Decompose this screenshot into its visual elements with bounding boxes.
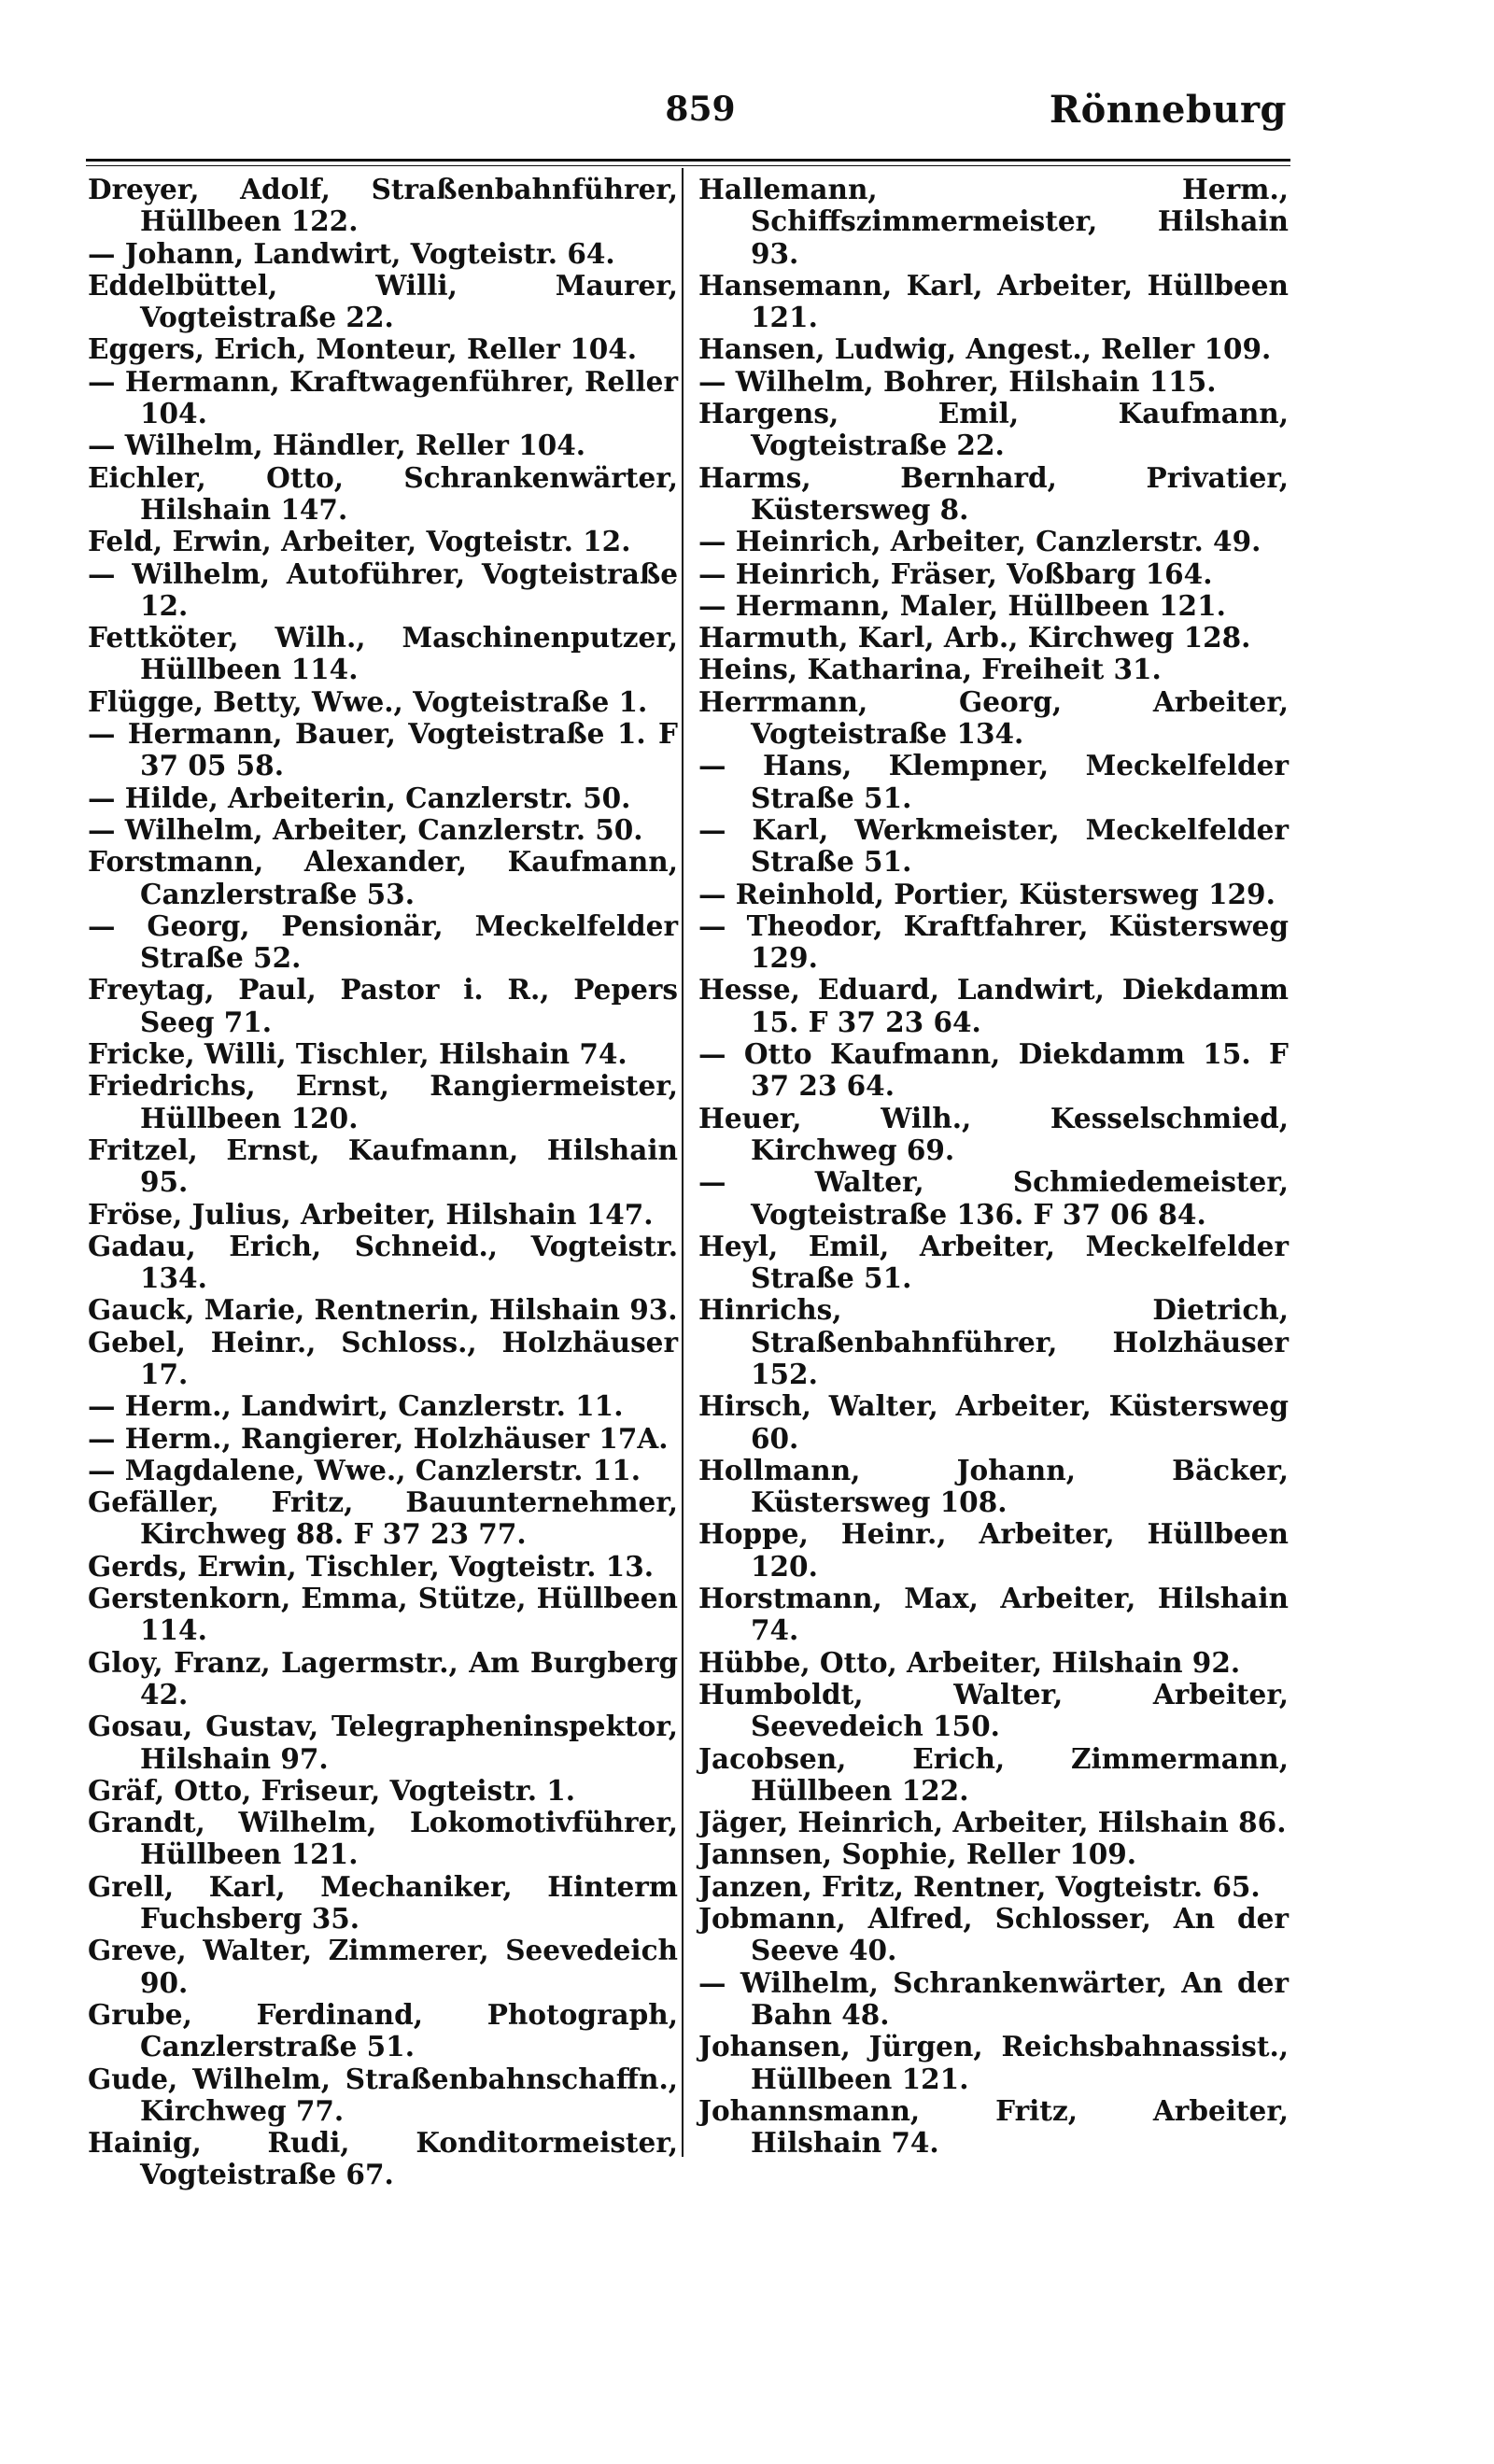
directory-entry: Eddelbüttel, Willi, Maurer, Vogteistraße 22. <box>88 268 678 334</box>
directory-entry: Hargens, Emil, Kaufmann, Vogteistraße 22. <box>698 397 1289 462</box>
directory-entry: Hansen, Ludwig, Angest., Reller 109. <box>698 332 1272 366</box>
directory-entry: — Walter, Schmiedemeister, Vogteistraße 136. F 37 06 84. <box>698 1165 1289 1231</box>
directory-entry: Gebel, Heinr., Schloss., Holzhäuser 17. <box>88 1325 678 1390</box>
directory-entry: Janzen, Fritz, Rentner, Vogteistr. 65. <box>698 1869 1261 1903</box>
directory-entry: Johannsmann, Fritz, Arbeiter, Hilshain 74. <box>698 2093 1289 2160</box>
directory-entry: Friedrichs, Ernst, Rangiermeister, Hüllbeen 120. <box>88 1069 678 1134</box>
directory-entry: — Hermann, Bauer, Vogteistraße 1. F 37 05 58. <box>88 717 678 782</box>
directory-entry: Eggers, Erich, Monteur, Reller 104. <box>88 332 638 366</box>
directory-entry: Gräf, Otto, Friseur, Vogteistr. 1. <box>88 1773 576 1807</box>
directory-entry: — Wilhelm, Bohrer, Hilshain 115. <box>698 364 1217 398</box>
directory-entry: Grandt, Wilhelm, Lokomotivführer, Hüllbeen 121. <box>88 1806 678 1871</box>
directory-entry: Gauck, Marie, Rentnerin, Hilshain 93. <box>88 1293 678 1327</box>
directory-entry: Heyl, Emil, Arbeiter, Meckelfelder Straße 51. <box>698 1229 1289 1295</box>
directory-entry: — Wilhelm, Schrankenwärter, An der Bahn 48. <box>698 1965 1289 2031</box>
directory-entry: Grell, Karl, Mechaniker, Hinterm Fuchsberg 35. <box>88 1869 678 1936</box>
directory-entry: Humboldt, Walter, Arbeiter, Seevedeich 150. <box>698 1677 1289 1743</box>
directory-entry: Fröse, Julius, Arbeiter, Hilshain 147. <box>88 1197 654 1231</box>
directory-entry: Hansemann, Karl, Arbeiter, Hüllbeen 121. <box>698 268 1289 334</box>
running-head: Rönneburg <box>1049 88 1287 132</box>
directory-entry: — Heinrich, Arbeiter, Canzlerstr. 49. <box>698 525 1261 558</box>
directory-entry: Eichler, Otto, Schrankenwärter, Hilshain 147. <box>88 460 678 526</box>
directory-entry: Heins, Katharina, Freiheit 31. <box>698 653 1162 686</box>
directory-entry: Feld, Erwin, Arbeiter, Vogteistr. 12. <box>88 525 631 558</box>
directory-entry: Dreyer, Adolf, Straßenbahnführer, Hüllbeen 122. <box>88 173 678 238</box>
directory-entry: — Hermann, Maler, Hüllbeen 121. <box>698 588 1226 622</box>
directory-entry: Horstmann, Max, Arbeiter, Hilshain 74. <box>698 1582 1289 1647</box>
directory-entry: Greve, Walter, Zimmerer, Seevedeich 90. <box>88 1934 678 1999</box>
left-column <box>88 174 678 2191</box>
directory-entry: Johansen, Jürgen, Reichsbahnassist., Hüllbeen 121. <box>698 2030 1289 2095</box>
page-number: 859 <box>665 90 736 129</box>
directory-entry: Gefäller, Fritz, Bauunternehmer, Kirchweg 88. F 37 23 77. <box>88 1485 678 1551</box>
directory-entry: — Herm., Rangierer, Holzhäuser 17A. <box>88 1421 669 1455</box>
directory-entry: Fricke, Willi, Tischler, Hilshain 74. <box>88 1037 627 1071</box>
directory-entry: Gude, Wilhelm, Straßenbahnschaffn., Kirchweg 77. <box>88 2062 678 2127</box>
directory-entry: Hainig, Rudi, Konditormeister, Vogteistraße 67. <box>88 2126 678 2191</box>
directory-entry: — Heinrich, Fräser, Voßbarg 164. <box>698 556 1213 590</box>
column-divider <box>682 168 684 2157</box>
directory-entry: — Herm., Landwirt, Canzlerstr. 11. <box>88 1389 624 1423</box>
directory-entry: — Hermann, Kraftwagenführer, Reller 104. <box>88 364 678 430</box>
directory-entry: Hirsch, Walter, Arbeiter, Küstersweg 60. <box>698 1389 1289 1455</box>
directory-entry: Jobmann, Alfred, Schlosser, An der Seeve 40. <box>698 1902 1289 1967</box>
directory-entry: — Georg, Pensionär, Meckelfelder Straße 52. <box>88 908 678 975</box>
directory-entry: — Otto Kaufmann, Diekdamm 15. F 37 23 64. <box>698 1037 1289 1103</box>
directory-entry: Gerds, Erwin, Tischler, Vogteistr. 13. <box>88 1549 655 1583</box>
directory-entry: Grube, Ferdinand, Photograph, Canzlerstraße 51. <box>88 1997 678 2063</box>
directory-entry: Hollmann, Johann, Bäcker, Küstersweg 108. <box>698 1453 1289 1519</box>
directory-entry: Jäger, Heinrich, Arbeiter, Hilshain 86. <box>698 1806 1287 1839</box>
directory-entry: Fritzel, Ernst, Kaufmann, Hilshain 95. <box>88 1133 678 1199</box>
directory-entry: Gadau, Erich, Schneid., Vogteistr. 134. <box>88 1229 678 1295</box>
header-rule <box>86 159 1290 166</box>
directory-entry: Harmuth, Karl, Arb., Kirchweg 128. <box>698 621 1251 655</box>
directory-entry: Gosau, Gustav, Telegrapheninspektor, Hilshain 97. <box>88 1710 678 1775</box>
directory-entry: Flügge, Betty, Wwe., Vogteistraße 1. <box>88 684 648 718</box>
directory-entry: Jannsen, Sophie, Reller 109. <box>698 1837 1137 1871</box>
directory-entry: Gloy, Franz, Lagermstr., Am Burgberg 42. <box>88 1645 678 1711</box>
directory-entry: Jacobsen, Erich, Zimmermann, Hüllbeen 122. <box>698 1741 1289 1807</box>
directory-entry: — Magdalene, Wwe., Canzlerstr. 11. <box>88 1453 641 1486</box>
directory-entry: — Karl, Werkmeister, Meckelfelder Straße 51. <box>698 812 1289 879</box>
directory-entry: Hoppe, Heinr., Arbeiter, Hüllbeen 120. <box>698 1517 1289 1583</box>
directory-entry: Fettköter, Wilh., Maschinenputzer, Hüllbeen 114. <box>88 621 678 686</box>
directory-entry: Hesse, Eduard, Landwirt, Diekdamm 15. F 37 23 64. <box>698 973 1289 1038</box>
directory-entry: Heuer, Wilh., Kesselschmied, Kirchweg 69. <box>698 1101 1289 1166</box>
directory-entry: Hallemann, Herm., Schiffszimmermeister, Hilshain 93. <box>698 173 1289 270</box>
right-column <box>698 174 1289 2159</box>
directory-entry: Herrmann, Georg, Arbeiter, Vogteistraße 134. <box>698 684 1289 751</box>
directory-entry: Hinrichs, Dietrich, Straßenbahnführer, Holzhäuser 152. <box>698 1293 1289 1390</box>
directory-entry: — Theodor, Kraftfahrer, Küstersweg 129. <box>698 908 1289 975</box>
directory-entry: — Johann, Landwirt, Vogteistr. 64. <box>88 236 615 270</box>
directory-entry: — Wilhelm, Händler, Reller 104. <box>88 429 586 462</box>
directory-entry: Freytag, Paul, Pastor i. R., Pepers Seeg 71. <box>88 973 678 1038</box>
directory-entry: Forstmann, Alexander, Kaufmann, Canzlerstraße 53. <box>88 845 678 910</box>
directory-entry: — Hilde, Arbeiterin, Canzlerstr. 50. <box>88 781 631 814</box>
directory-entry: — Reinhold, Portier, Küstersweg 129. <box>698 877 1276 910</box>
directory-entry: Hübbe, Otto, Arbeiter, Hilshain 92. <box>698 1645 1241 1679</box>
directory-entry: Harms, Bernhard, Privatier, Küstersweg 8. <box>698 460 1289 526</box>
directory-entry: — Wilhelm, Arbeiter, Canzlerstr. 50. <box>88 812 643 846</box>
directory-entry: Gerstenkorn, Emma, Stütze, Hüllbeen 114. <box>88 1582 678 1647</box>
directory-entry: — Wilhelm, Autoführer, Vogteistraße 12. <box>88 556 678 622</box>
directory-entry: — Hans, Klempner, Meckelfelder Straße 51. <box>698 749 1289 814</box>
